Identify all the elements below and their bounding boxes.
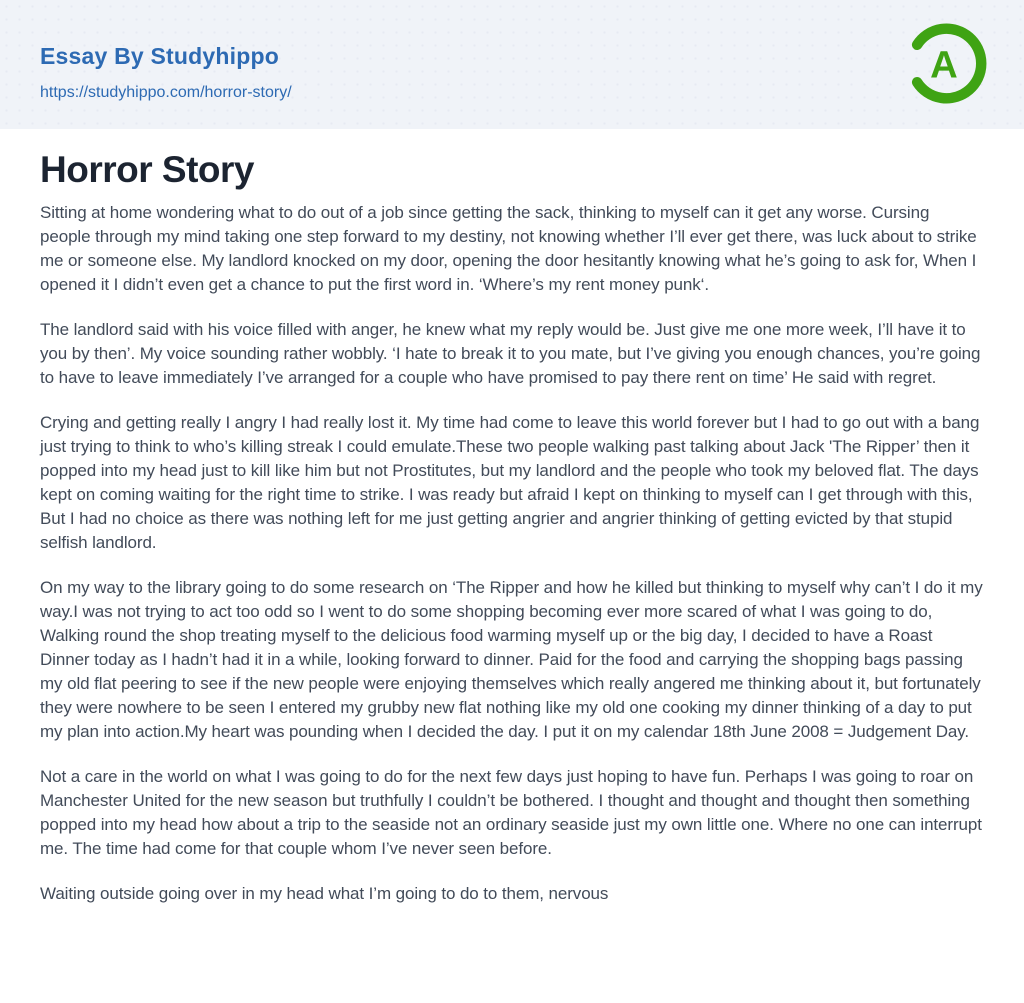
essay-paragraph-5: Not a care in the world on what I was going to do for the next few days just hoping to have fun. Perhaps I was going to roar on Manchester United for the new season but truthfully I couldn’t be bothered. I thought and thought and thought then something popped into my head how about a trip to the seaside not an ordinary seaside just my own little one. Where no one can interrupt me. The time had come for that couple whom I’ve never seen before. xyxy=(40,767,982,858)
article-content xyxy=(0,150,1024,906)
logo-arc-icon xyxy=(903,20,990,107)
essay-paragraph-6: Waiting outside going over in my head what I’m going to do to them, nervous xyxy=(40,884,609,903)
essay-paragraph-1: Sitting at home wondering what to do out of a job since getting the sack, thinking to myself can it get any worse. Cursing people through my mind taking one step forward to my destiny, not knowing whether I’ll ever get there, was luck about to strike me or someone else. My landlord knocked on my door, opening the door hesitantly knowing what he’s going to ask for, When I opened it I didn’t even get a chance to put the first word in. ‘Where’s my rent money punk‘. xyxy=(40,203,977,294)
studyhippo-logo-icon[interactable] xyxy=(903,20,990,107)
page-title: Horror Story xyxy=(40,149,254,190)
essay-paragraph-3: Crying and getting really I angry I had really lost it. My time had come to leave this world forever but I had to go out with a bang just trying to think to who’s killing streak I could emulate.These two people walking past talking about Jack 'The Ripper’ then it popped into my head just to kill like him but not Prostitutes, but my landlord and the people who took my beloved flat. The days kept on coming waiting for the right time to strike. I was ready but afraid I kept on thinking to myself can I get through with this, But I had no choice as there was nothing left for me just getting angrier and angrier thinking of getting evicted by that stupid selfish landlord. xyxy=(40,413,980,552)
site-title: Essay By Studyhippo xyxy=(40,43,279,69)
page-url-link[interactable]: https://studyhippo.com/horror-story/ xyxy=(40,84,292,101)
site-header xyxy=(0,0,1024,129)
essay-paragraph-4: On my way to the library going to do some research on ‘The Ripper and how he killed but thinking to myself why can’t I do it my way.I was not trying to act too odd so I went to do some shopping becoming ever more scared of what I was going to do, Walking round the shop treating myself to the delicious food warming myself up or the big day, I decided to have a Roast Dinner today as I hadn’t had it in a while, looking forward to dinner. Paid for the food and carrying the shopping bags passing my old flat peering to see if the new people were enjoying themselves which really angered me thinking about it, but fortunately they were nowhere to be seen I entered my grubby new flat nothing like my old one cooking my dinner thinking of a day to put my plan into action.My heart was pounding when I decided the day. I put it on my calendar 18th June 2008 = Judgement Day. xyxy=(40,578,983,741)
logo-letter: A xyxy=(930,43,958,87)
essay-paragraph-2: The landlord said with his voice filled with anger, he knew what my reply would be. Just give me one more week, I’ll have it to you by then’. My voice sounding rather wobbly. ‘I hate to break it to you mate, but I’ve giving you enough chances, you’re going to have to leave immediately I’ve arranged for a couple who have promised to pay there rent on time’ He said with regret. xyxy=(40,320,981,387)
